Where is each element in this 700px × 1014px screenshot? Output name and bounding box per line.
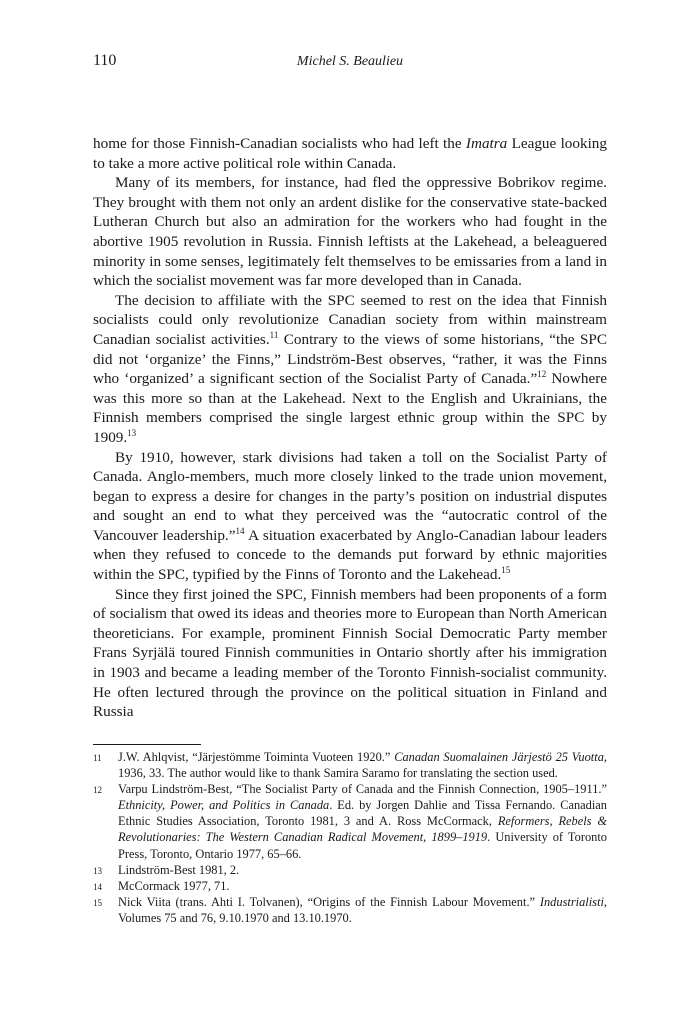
paragraph-1-text-a: home for those Finnish-Canadian socialists who had left the (93, 135, 466, 152)
footnote-number: 11 (93, 753, 102, 763)
footnote-12-text-c: . Ed. by Jorgen Dahlie and Tissa Fernando. Canadian Ethnic Studies Association, Toronto 1981, 3 and A. Ross McCormack, (118, 798, 607, 829)
footnote-text (118, 895, 607, 925)
footnote-15-italic-title: Industrialisti (539, 894, 604, 909)
footnote-text: McCormack 1977, 71. (118, 878, 230, 893)
page-number: 110 (93, 52, 117, 69)
body-text (93, 134, 607, 722)
paragraph-3-text-b: Contrary to the views of some historians, “the SPC did not ‘organize’ the Finns,” Lindström-Best observes, “rather, it was the Finns who ‘organized’ a significant section of the Socialist Party of Canada.” (93, 330, 608, 388)
footnote-11 (93, 749, 607, 781)
paragraph-3-text-a: The decision to affiliate with the SPC seemed to rest on the idea that Finnish socialists could only revolutionize Canadian society from within mainstream Canadian socialist activities. (93, 291, 607, 348)
footnote-ref-13[interactable]: 13 (127, 427, 137, 438)
footnote-15 (93, 894, 607, 926)
footnote-number: 12 (93, 785, 102, 796)
footnote-11-text-c: , 1936, 33. The author would like to thank Samira Saramo for translating the section used. (118, 750, 607, 781)
footnote-11-text-a: J.W. Ahlqvist, “Järjestömme Toiminta Vuoteen 1920.” (118, 750, 395, 764)
paragraph-3 (93, 291, 607, 448)
footnote-12-text-e: . University of Toronto Press, Toronto, Ontario 1977, 65–66. (118, 830, 607, 861)
footnote-14 (93, 878, 607, 894)
footnote-12 (93, 781, 607, 861)
paragraph-1-italic-imatra: Imatra (465, 135, 508, 152)
paragraph-4-text-a: By 1910, however, stark divisions had taken a toll on the Socialist Party of Canada. Anglo-members, much more closely linked to the trade union movement, began to express a desire for changes in the party’s position on industrial disputes and sought an end to what they perceived was the “autocratic control of the Vancouver leadership.” (93, 448, 607, 544)
footnote-divider (93, 744, 201, 745)
paragraph-4 (93, 448, 607, 585)
footnote-ref-12[interactable]: 12 (537, 369, 547, 380)
paragraph-3-text-c: Nowhere was this more so than at the Lakehead. Next to the English and Ukrainians, the Finnish members comprised the single largest ethnic group within the SPC by 1909. (93, 370, 607, 446)
footnote-ref-14[interactable]: 14 (235, 525, 245, 536)
footnote-text: Lindström-Best 1981, 2. (118, 862, 240, 877)
paragraph-2: Many of its members, for instance, had fled the oppressive Bobrikov regime. They brought with them not only an ardent dislike for the conservative state-backed Lutheran Church but also an admiration for the workers who had fought in the abortive 1905 revolution in Russia. Finnish leftists at the Lakehead, a beleaguered minority in some senses, legitimately felt themselves to be emissaries from a land in which the socialist movement was far more developed than in Canada. (93, 174, 607, 290)
footnote-ref-15[interactable]: 15 (501, 565, 511, 575)
footnote-number: 15 (93, 897, 102, 908)
paragraph-1-text-c: League looking to take a more active political role within Canada. (93, 135, 607, 172)
paragraph-5: Since they first joined the SPC, Finnish members had been proponents of a form of socialism that owed its ideas and theories more to European than North American theoreticians. For example, prominent Finnish Social Democratic Party member Frans Syrjälä toured Finnish communities in Ontario shortly after his immigration in 1903 and became a leading member of the Toronto Finnish-socialist community. He often lectured through the province on the political situation in Finland and Russia (93, 585, 607, 721)
footnote-15-text-c: , Volumes 75 and 76, 9.10.1970 and 13.10.1970. (118, 894, 607, 925)
footnote-text (118, 750, 607, 780)
footnote-number: 13 (93, 865, 102, 876)
footnote-number: 14 (93, 881, 102, 892)
running-head: Michel S. Beaulieu (296, 54, 404, 69)
footnote-12-italic-title-1: Ethnicity, Power, and Politics in Canada (118, 798, 330, 813)
footnote-text (118, 782, 607, 860)
footnote-15-text-a: Nick Viita (trans. Ahti I. Tolvanen), “Origins of the Finnish Labour Movement.” (118, 894, 540, 909)
page-header (93, 52, 607, 74)
footnotes (93, 749, 607, 926)
footnote-ref-11[interactable]: 11 (269, 329, 279, 340)
paragraph-1 (93, 134, 607, 173)
footnote-12-italic-title-2: Reformers, Rebels & Revolutionaries: The Western Canadian Radical Movement, 1899–1919 (118, 814, 607, 845)
paragraph-4-text-b: A situation exacerbated by Anglo-Canadian labour leaders when they refused to concede to the demands put forward by ethnic majorities within the SPC, typified by the Finns of Toronto and the Lakehead. (93, 526, 608, 584)
footnote-12-text-a: Varpu Lindström-Best, “The Socialist Party of Canada and the Finnish Connection, 1905–1911.” (118, 782, 607, 797)
footnote-13 (93, 862, 607, 878)
footnote-11-italic-title: Canadan Suomalainen Järjestö 25 Vuotta (394, 750, 604, 764)
